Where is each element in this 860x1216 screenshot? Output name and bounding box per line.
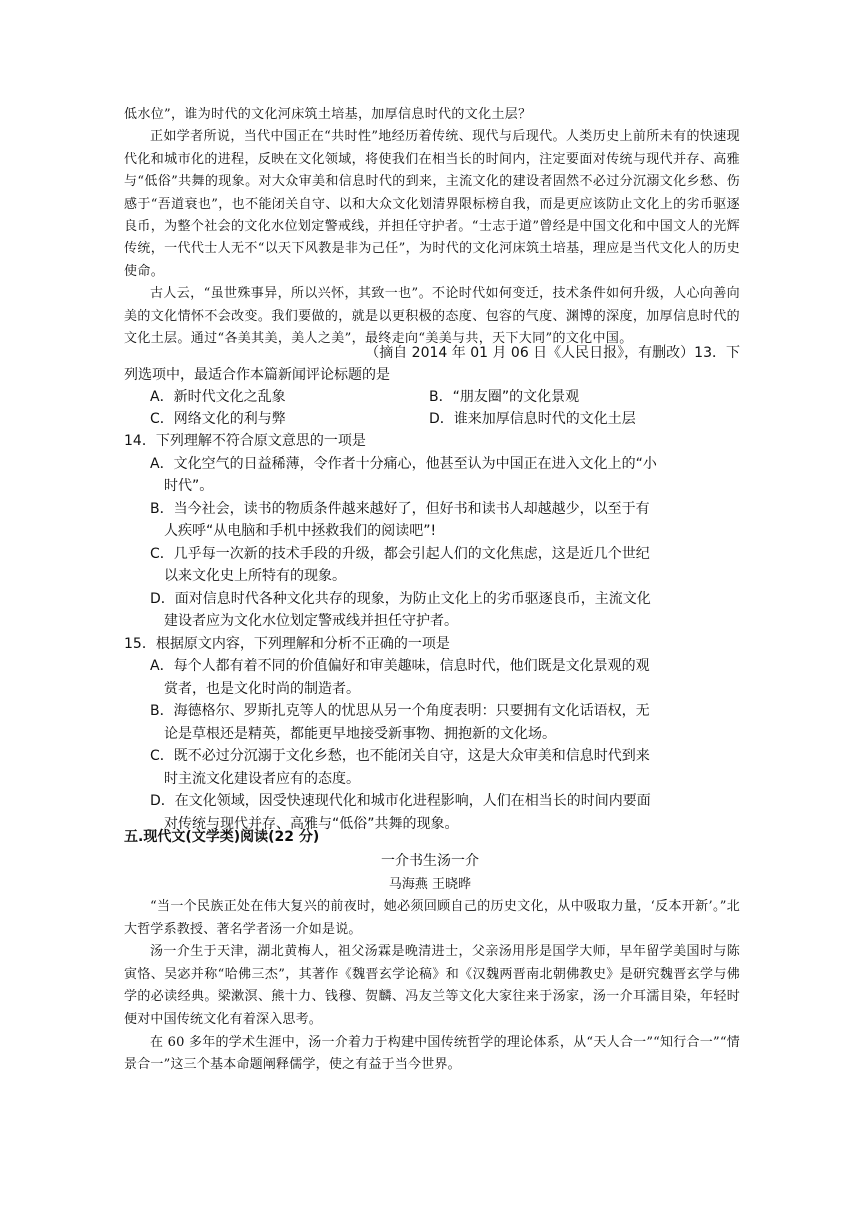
question-stem: 15．根据原文内容，下列理解和分析不正确的一项是 bbox=[124, 635, 450, 652]
option-d-continued: 对传统与现代并存、高雅与“低俗”共舞的现象。 bbox=[164, 815, 459, 832]
article-paragraph: 古人云，“虽世殊事异，所以兴怀，其致一也”。不论时代如何变迁，技术条件如何升级，人心向善向美的文化情怀不会改变。我们要做的，就是以更积极的态度、包容的气度、渊博的深度，加厚信息时代的文化土层。通过“各美其美，美人之美”，最终走向“美美与共，天下大同”的文化中国。 bbox=[124, 286, 740, 347]
story-paragraph: 汤一介生于天津，湖北黄梅人，祖父汤霖是晚清进士，父亲汤用彤是国学大师，早年留学美国时与陈寅恪、吴宓并称“哈佛三杰”，其著作《魏晋玄学论稿》和《汉魏两晋南北朝佛教史》是研究魏晋玄学与佛学的必读经典。梁漱溟、熊十力、钱穆、贺麟、冯友兰等文化大家往来于汤家，汤一介耳濡目染，年轻时便对中国传统文化有着深入思考。 bbox=[124, 944, 740, 1027]
option-a-continued: 赏者，也是文化时尚的制造者。 bbox=[164, 680, 360, 697]
option-b: B．当今社会，读书的物质条件越来越好了，但好书和读书人却越越少，以至于有 bbox=[150, 500, 650, 517]
source-citation: （摘自 2014 年 01 月 06 日《人民日报》，有删改）13．下 bbox=[365, 345, 740, 361]
section-heading: 五.现代文(文学类)阅读(22 分) bbox=[124, 829, 320, 845]
option-c-continued: 以来文化史上所特有的现象。 bbox=[164, 568, 346, 584]
question-13-options-row bbox=[124, 408, 740, 430]
article-source bbox=[124, 342, 740, 386]
option-c-continued: 时主流文化建设者应有的态度。 bbox=[164, 770, 360, 787]
question-stem: 14．下列理解不符合原文意思的一项是 bbox=[124, 433, 366, 449]
option-d-continued: 建设者应为文化水位划定警戒线并担任守护者。 bbox=[164, 613, 458, 629]
question-13-stem: 列选项中，最适合作本篇新闻评论标题的是 bbox=[124, 367, 390, 383]
story-paragraph: “当一个民族正处在伟大复兴的前夜时，她必须回顾自己的历史文化，从中吸取力量，‘反本开新’。”北大哲学系教授、著名学者汤一介如是说。 bbox=[124, 899, 740, 937]
story-authors: 马海燕 王晓晔 bbox=[388, 877, 472, 892]
option-a-continued: 时代”。 bbox=[164, 478, 214, 494]
option-c: C．既不必过分沉溺于文化乡愁，也不能闭关自守，这是大众审美和信息时代到来 bbox=[150, 748, 650, 764]
option-b-continued: 论是草根还是精英，都能更早地接受新事物、拥抱新的文化场。 bbox=[164, 725, 556, 742]
article-paragraph: 正如学者所说，当代中国正在“共时性”地经历着传统、现代与后现代。人类历史上前所未有的快速现代化和城市化的进程，反映在文化领域，将使我们在相当长的时间内，注定要面对传统与现代并存、高雅与“低俗”共舞的现象。对大众审美和信息时代的到来，主流文化的建设者固然不必过分沉溺文化乡愁、伤感于“吾道衰也”，也不能闭关自守、以和大众文化划清界限标榜自我，而是更应该防止文化上的劣币驱逐良币，为整个社会的文化水位划定警戒线，并担任守护者。“士志于道”曾经是中国文化和中国文人的光辉传统，一代代士人无不“以天下风教是非为己任”，为时代的文化河床筑土培基，理应是当代文化人的历史使命。 bbox=[124, 129, 740, 279]
option-b: B．“朋友圈”的文化景观 bbox=[429, 389, 580, 405]
option-d: D．在文化领域，因受快速现代化和城市化进程影响，人们在相当长的时间内要面 bbox=[150, 793, 651, 809]
option-d: D．面对信息时代各种文化共存的现象，为防止文化上的劣币驱逐良币，主流文化 bbox=[150, 590, 651, 607]
option-a: A．新时代文化之乱象 bbox=[150, 389, 286, 405]
article-paragraph: 低水位”，谁为时代的文化河床筑土培基，加厚信息时代的文化土层？ bbox=[124, 107, 532, 122]
option-b-continued: 人疾呼“从电脑和手机中拯救我们的阅读吧”! bbox=[164, 523, 437, 539]
option-c: C．几乎每一次新的技术手段的升级，都会引起人们的文化焦虑，这是近几个世纪 bbox=[150, 545, 650, 562]
option-b: B．海德格尔、罗斯扎克等人的忧思从另一个角度表明：只要拥有文化话语权，无 bbox=[150, 703, 650, 719]
option-a: A．每个人都有着不同的价值偏好和审美趣味，信息时代，他们既是文化景观的观 bbox=[150, 658, 650, 674]
article-passage bbox=[124, 104, 740, 350]
question-15 bbox=[124, 633, 740, 836]
option-a: A．文化空气的日益稀薄，令作者十分痛心，他甚至认为中国正在进入文化上的“小 bbox=[150, 455, 657, 472]
question-14 bbox=[124, 430, 740, 633]
option-c: C．网络文化的利与弊 bbox=[150, 411, 286, 427]
story-title: 一介书生汤一介 bbox=[381, 853, 479, 869]
story-passage bbox=[124, 896, 740, 1077]
story-paragraph: 在 60 多年的学术生涯中，汤一介着力于构建中国传统哲学的理论体系，从“天人合一”“知行合一”“情景合一”这三个基本命题阐释儒学，使之有益于当今世界。 bbox=[124, 1034, 740, 1073]
question-13-options-row bbox=[124, 386, 740, 408]
questions bbox=[124, 386, 740, 835]
option-d: D．谁来加厚信息时代的文化土层 bbox=[429, 411, 636, 427]
